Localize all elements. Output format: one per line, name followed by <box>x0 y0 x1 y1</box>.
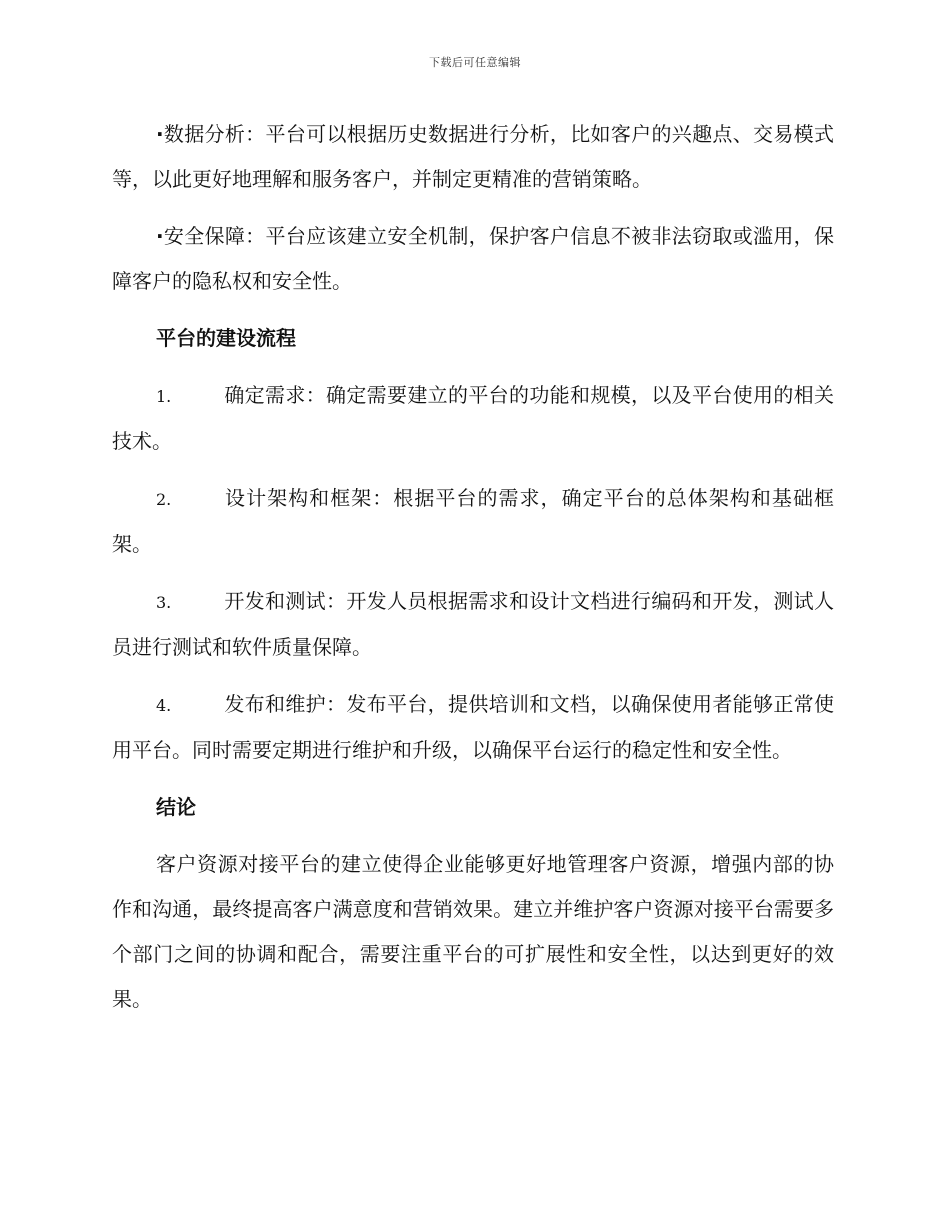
step-text: 确定需求：确定需要建立的平台的功能和规模，以及平台使用的相关技术。 <box>112 383 834 453</box>
step-number: 2. <box>156 490 172 509</box>
bullet-text: 数据分析：平台可以根据历史数据进行分析，比如客户的兴趣点、交易模式等，以此更好地理解和服务客户，并制定更精准的营销策略。 <box>112 122 834 191</box>
step-text: 发布和维护：发布平台，提供培训和文档，以确保使用者能够正常使用平台。同时需要定期进行维护和升级，以确保平台运行的稳定性和安全性。 <box>112 692 834 762</box>
process-step-4 <box>112 682 834 773</box>
conclusion-paragraph: 客户资源对接平台的建立使得企业能够更好地管理客户资源，增强内部的协作和沟通，最终提高客户满意度和营销效果。建立并维护客户资源对接平台需要多个部门之间的协调和配合，需要注重平台的可扩展性和安全性，以达到更好的效果。 <box>112 852 834 1011</box>
page-header: 下载后可任意编辑 <box>429 56 521 69</box>
step-text: 设计架构和框架：根据平台的需求，确定平台的总体架构和基础框架。 <box>112 486 834 556</box>
bullet-dot-icon: · <box>156 224 164 248</box>
step-number: 4. <box>156 696 172 715</box>
process-step-2 <box>112 476 834 567</box>
bullet-text: 安全保障：平台应该建立安全机制，保护客户信息不被非法窃取或滥用，保障客户的隐私权和安全性。 <box>112 224 834 293</box>
step-text: 开发和测试：开发人员根据需求和设计文档进行编码和开发，测试人员进行测试和软件质量保障。 <box>112 589 834 659</box>
process-step-3 <box>112 579 834 670</box>
process-step-1 <box>112 373 834 464</box>
section-heading-conclusion: 结论 <box>156 795 196 819</box>
step-number: 1. <box>156 387 172 406</box>
bullet-security <box>112 214 834 304</box>
step-number: 3. <box>156 593 172 612</box>
bullet-dot-icon: · <box>156 122 164 146</box>
document-body <box>112 112 834 1034</box>
section-heading-process: 平台的建设流程 <box>156 326 296 350</box>
bullet-data-analysis <box>112 112 834 202</box>
